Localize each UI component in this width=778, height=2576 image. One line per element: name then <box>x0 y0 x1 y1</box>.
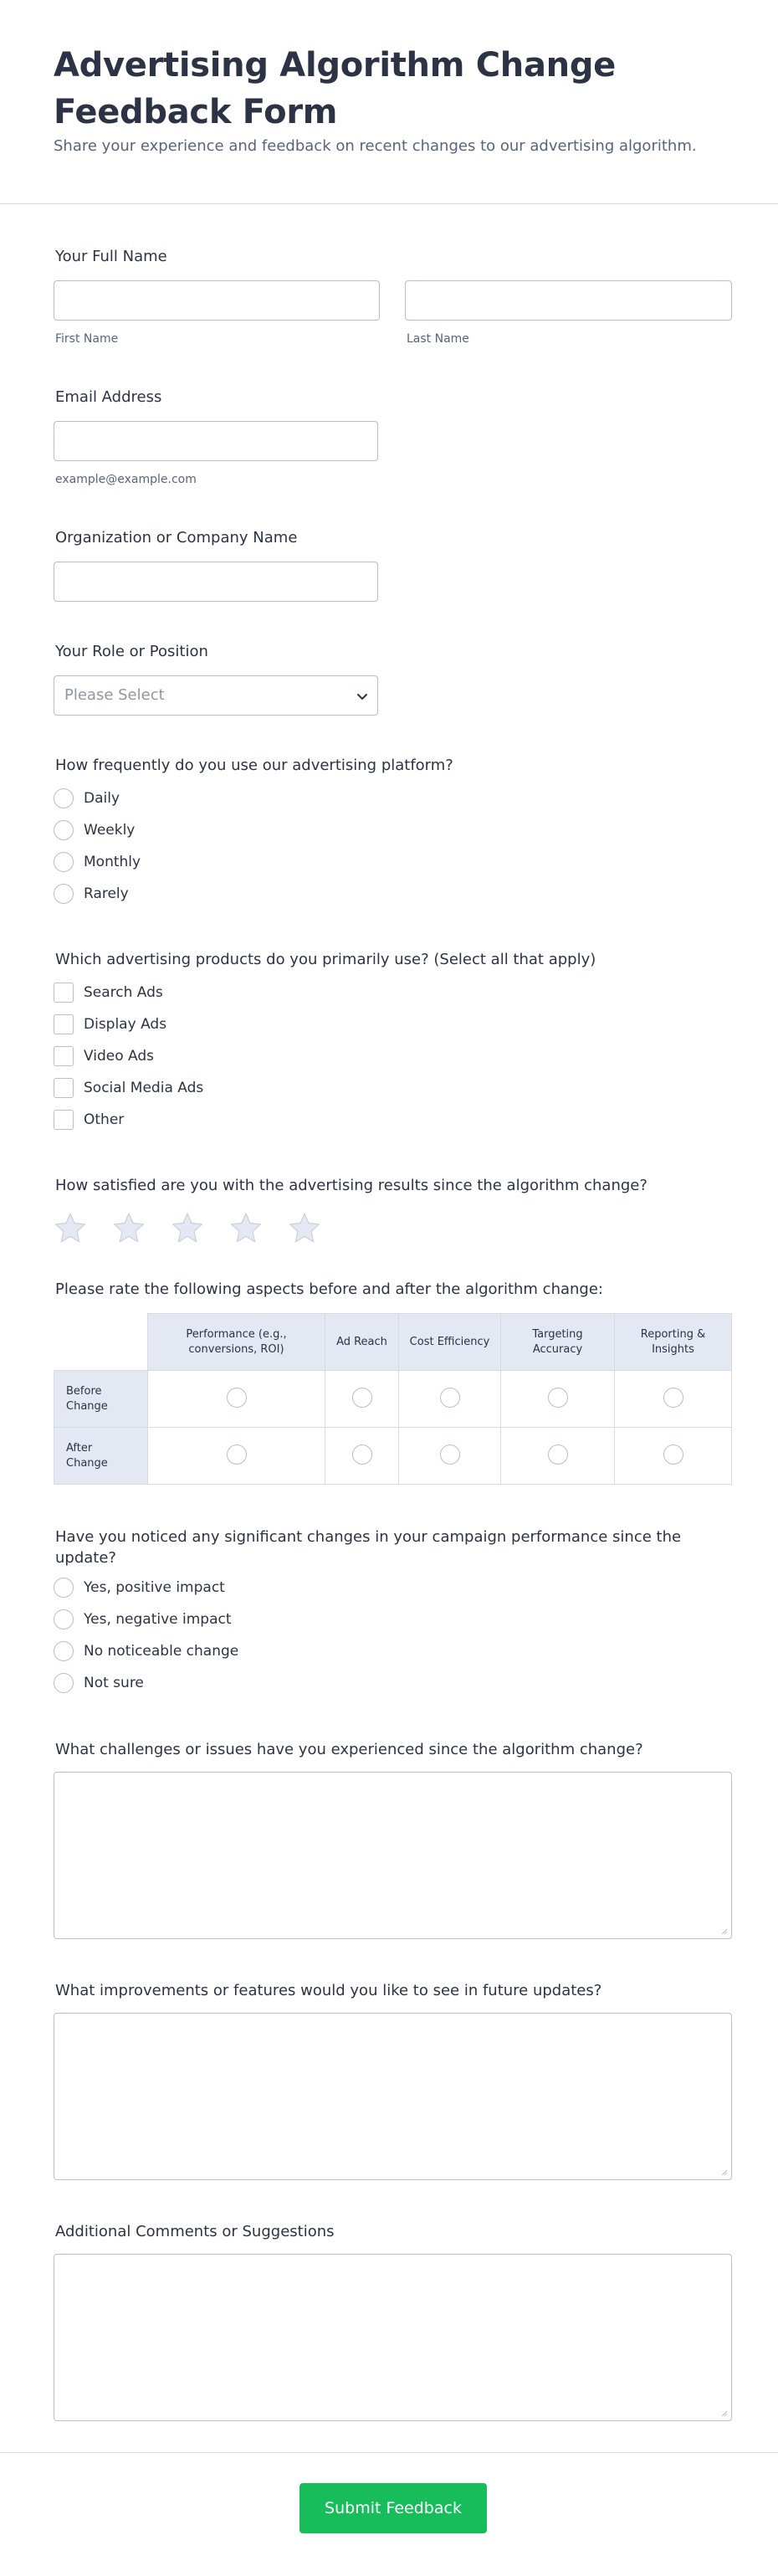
comments-textarea[interactable] <box>54 2254 732 2421</box>
form-header <box>0 0 778 204</box>
matrix-question <box>54 1280 732 1485</box>
organization-label: Organization or Company Name <box>55 529 298 547</box>
product-option-video-ads[interactable] <box>54 1040 732 1072</box>
last-name-sublabel: Last Name <box>407 332 469 346</box>
products-question <box>54 951 732 1136</box>
email-sublabel: example@example.com <box>55 473 197 486</box>
email-label: Email Address <box>55 388 162 406</box>
rating-matrix <box>54 1313 732 1485</box>
full-name-question <box>54 248 732 346</box>
resize-grip-icon[interactable] <box>719 1927 728 1935</box>
product-option-social-media-ads[interactable] <box>54 1072 732 1104</box>
radio-button[interactable] <box>54 1673 74 1693</box>
matrix-row-header: Before Change <box>54 1371 148 1428</box>
option-label: Yes, positive impact <box>84 1579 225 1596</box>
improvements-label: What improvements or features would you like to see in future updates? <box>55 1982 602 1999</box>
organization-input[interactable] <box>54 562 378 602</box>
resize-grip-icon[interactable] <box>719 2168 728 2176</box>
matrix-radio[interactable] <box>352 1445 372 1465</box>
checkbox[interactable] <box>54 1046 74 1066</box>
option-label: Social Media Ads <box>84 1080 204 1096</box>
frequency-option-daily[interactable] <box>54 783 732 814</box>
option-label: Video Ads <box>84 1048 155 1065</box>
email-input[interactable] <box>54 421 378 461</box>
matrix-row <box>54 1371 732 1428</box>
improvements-question <box>54 1982 732 2180</box>
star-icon[interactable] <box>288 1211 321 1244</box>
form-title: Advertising Algorithm Change Feedback Form <box>54 46 616 131</box>
matrix-column-header: Targeting Accuracy <box>501 1314 615 1371</box>
matrix-column-header: Ad Reach <box>325 1314 399 1371</box>
product-option-display-ads[interactable] <box>54 1008 732 1040</box>
checkbox[interactable] <box>54 983 74 1003</box>
submit-button[interactable]: Submit Feedback <box>299 2483 487 2533</box>
organization-question <box>54 529 732 602</box>
checkbox[interactable] <box>54 1110 74 1130</box>
improvements-textarea[interactable] <box>54 2013 732 2180</box>
challenges-label: What challenges or issues have you experienced since the algorithm change? <box>55 1741 643 1758</box>
matrix-radio[interactable] <box>548 1388 568 1408</box>
checkbox[interactable] <box>54 1014 74 1034</box>
products-label: Which advertising products do you primarily use? (Select all that apply) <box>55 951 596 968</box>
star-icon[interactable] <box>54 1211 87 1244</box>
full-name-label: Your Full Name <box>55 248 167 265</box>
changes-question <box>54 1527 732 1699</box>
matrix-radio[interactable] <box>352 1388 372 1408</box>
changes-label: Have you noticed any significant changes in your campaign performance since the update? <box>55 1528 682 1567</box>
star-rating <box>54 1211 732 1244</box>
matrix-corner <box>54 1314 148 1371</box>
challenges-question <box>54 1741 732 1939</box>
checkbox[interactable] <box>54 1078 74 1098</box>
role-question <box>54 643 732 716</box>
option-label: Daily <box>84 790 120 807</box>
form-footer <box>0 2452 778 2576</box>
option-label: Rarely <box>84 885 129 902</box>
option-label: Monthly <box>84 854 141 870</box>
matrix-radio[interactable] <box>663 1445 683 1465</box>
frequency-question <box>54 757 732 910</box>
radio-button[interactable] <box>54 884 74 904</box>
frequency-option-rarely[interactable] <box>54 878 732 910</box>
option-label: Display Ads <box>84 1016 167 1033</box>
matrix-label: Please rate the following aspects before and after the algorithm change: <box>55 1280 603 1298</box>
matrix-radio[interactable] <box>663 1388 683 1408</box>
radio-button[interactable] <box>54 1609 74 1629</box>
matrix-row-header: After Change <box>54 1428 148 1485</box>
radio-button[interactable] <box>54 788 74 808</box>
product-option-other[interactable] <box>54 1104 732 1136</box>
form-subtitle: Share your experience and feedback on recent changes to our advertising algorithm. <box>54 137 697 155</box>
matrix-radio[interactable] <box>440 1445 460 1465</box>
option-label: Yes, negative impact <box>84 1611 232 1628</box>
radio-button[interactable] <box>54 1578 74 1598</box>
comments-label: Additional Comments or Suggestions <box>55 2223 335 2240</box>
matrix-column-header: Reporting & Insights <box>615 1314 732 1371</box>
option-label: Search Ads <box>84 984 163 1001</box>
star-icon[interactable] <box>112 1211 146 1244</box>
matrix-radio[interactable] <box>227 1388 247 1408</box>
matrix-radio[interactable] <box>440 1388 460 1408</box>
first-name-sublabel: First Name <box>55 332 119 346</box>
radio-button[interactable] <box>54 1641 74 1661</box>
satisfaction-label: How satisfied are you with the advertising results since the algorithm change? <box>55 1177 647 1194</box>
option-label: No noticeable change <box>84 1643 239 1660</box>
matrix-column-header: Cost Efficiency <box>399 1314 501 1371</box>
comments-question <box>54 2223 732 2421</box>
matrix-row <box>54 1428 732 1485</box>
resize-grip-icon[interactable] <box>719 2409 728 2417</box>
matrix-radio[interactable] <box>548 1445 568 1465</box>
matrix-radio[interactable] <box>227 1445 247 1465</box>
option-label: Not sure <box>84 1675 144 1691</box>
radio-button[interactable] <box>54 852 74 872</box>
matrix-column-header: Performance (e.g., conversions, ROI) <box>148 1314 325 1371</box>
changes-option-positive[interactable] <box>54 1572 732 1604</box>
role-select[interactable] <box>54 675 378 716</box>
frequency-option-monthly[interactable] <box>54 846 732 878</box>
changes-option-no-change[interactable] <box>54 1635 732 1667</box>
star-icon[interactable] <box>171 1211 204 1244</box>
frequency-option-weekly[interactable] <box>54 814 732 846</box>
star-icon[interactable] <box>229 1211 263 1244</box>
satisfaction-question <box>54 1177 732 1244</box>
option-label: Other <box>84 1111 125 1128</box>
radio-button[interactable] <box>54 820 74 840</box>
option-label: Weekly <box>84 822 136 839</box>
role-label: Your Role or Position <box>55 643 208 660</box>
role-select-placeholder: Please Select <box>64 686 165 704</box>
challenges-textarea[interactable] <box>54 1772 732 1939</box>
email-question <box>54 388 732 486</box>
chevron-down-icon <box>356 690 369 703</box>
frequency-label: How frequently do you use our advertising platform? <box>55 757 453 774</box>
first-name-input[interactable] <box>54 280 380 321</box>
changes-option-negative[interactable] <box>54 1604 732 1635</box>
changes-option-not-sure[interactable] <box>54 1667 732 1699</box>
product-option-search-ads[interactable] <box>54 977 732 1008</box>
last-name-input[interactable] <box>405 280 732 321</box>
